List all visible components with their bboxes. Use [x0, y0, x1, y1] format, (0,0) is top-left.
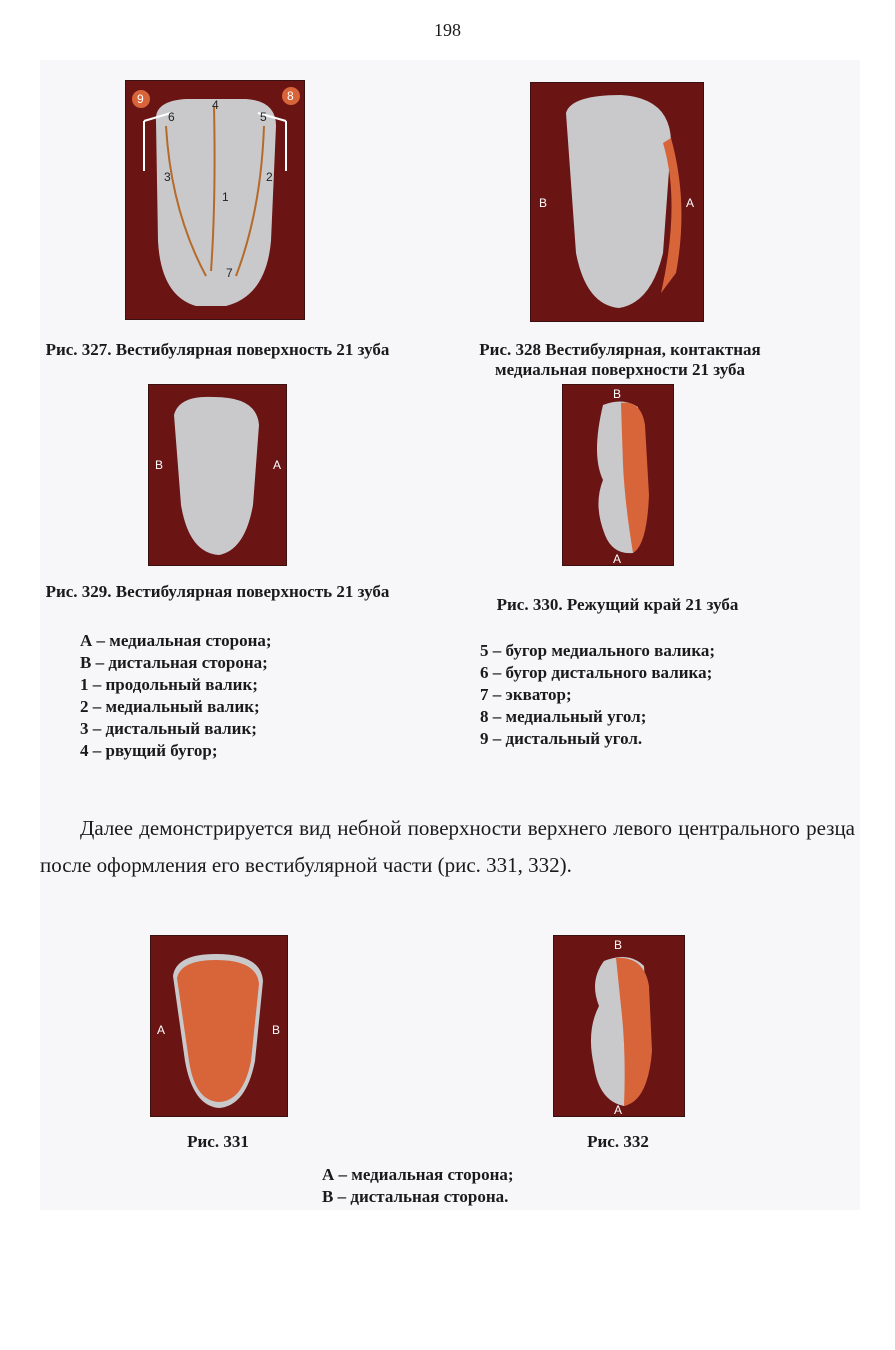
mark-7: 7: [226, 266, 233, 280]
tooth-vestibular-contact-illustration: [531, 83, 703, 321]
mark-a: A: [157, 1023, 166, 1037]
figure-331-caption: Рис. 331: [187, 1132, 249, 1151]
legend-item: А – медиальная сторона;: [322, 1165, 514, 1184]
mark-3: 3: [164, 170, 171, 184]
mark-b: B: [155, 458, 164, 472]
tooth-palatal-illustration: [151, 936, 287, 1116]
figure-329-caption: Рис. 329. Вестибулярная поверхность 21 зуба: [45, 582, 390, 601]
mark-4: 4: [212, 98, 219, 112]
tooth-vestibular-illustration: [149, 385, 286, 565]
figure-328-photo: [530, 82, 704, 322]
legend-item: 7 – экватор;: [480, 685, 572, 704]
mark-2: 2: [266, 170, 273, 184]
figure-330-photo: [562, 384, 674, 566]
mark-a: A: [613, 552, 622, 565]
mark-b: B: [539, 196, 548, 210]
figure-328-caption: Рис. 328 Вестибулярная, контактная медиальная поверхности 21 зуба: [479, 340, 761, 379]
mark-a: A: [614, 1103, 623, 1116]
figure-327-caption: Рис. 327. Вестибулярная поверхность 21 зуба: [45, 340, 390, 359]
legend-item: 3 – дистальный валик;: [80, 719, 257, 738]
legend-item: 2 – медиальный валик;: [80, 697, 260, 716]
tooth-vestibular-illustration: [126, 81, 304, 319]
mark-a: A: [686, 196, 695, 210]
legend-item: В – дистальная сторона;: [80, 653, 268, 672]
mark-8: 8: [287, 89, 294, 103]
tooth-incisal-edge-illustration: [563, 385, 673, 565]
legend-bottom: [322, 1164, 514, 1208]
legend-item: 1 – продольный валик;: [80, 675, 258, 694]
mark-6: 6: [168, 110, 175, 124]
legend-left: [80, 630, 272, 762]
page-number: 198: [434, 20, 461, 40]
mark-5: 5: [260, 110, 267, 124]
tooth-contact-illustration: [554, 936, 684, 1116]
figure-327-photo: [125, 80, 305, 320]
mark-b: B: [614, 938, 623, 952]
mark-b: B: [272, 1023, 281, 1037]
figure-332-photo: [553, 935, 685, 1117]
mark-b: B: [613, 387, 622, 401]
legend-item: 4 – рвущий бугор;: [80, 741, 218, 760]
legend-right: [480, 640, 715, 750]
mark-9: 9: [137, 92, 144, 106]
legend-item: 6 – бугор дистального валика;: [480, 663, 713, 682]
figure-330-caption: Рис. 330. Режущий край 21 зуба: [496, 595, 739, 614]
legend-item: А – медиальная сторона;: [80, 631, 272, 650]
figure-331-photo: [150, 935, 288, 1117]
mark-a: A: [273, 458, 282, 472]
legend-item: 9 – дистальный угол.: [480, 729, 643, 748]
legend-item: В – дистальная сторона.: [322, 1187, 509, 1206]
legend-item: 5 – бугор медиального валика;: [480, 641, 716, 660]
legend-item: 8 – медиальный угол;: [480, 707, 647, 726]
figure-332-caption: Рис. 332: [587, 1132, 649, 1151]
body-paragraph: Далее демонстрируется вид небной поверхности верхнего левого центрального резца после оформления его вестибулярной части (рис. 331, 332).: [40, 816, 855, 877]
figure-329-photo: [148, 384, 287, 566]
mark-1: 1: [222, 190, 229, 204]
